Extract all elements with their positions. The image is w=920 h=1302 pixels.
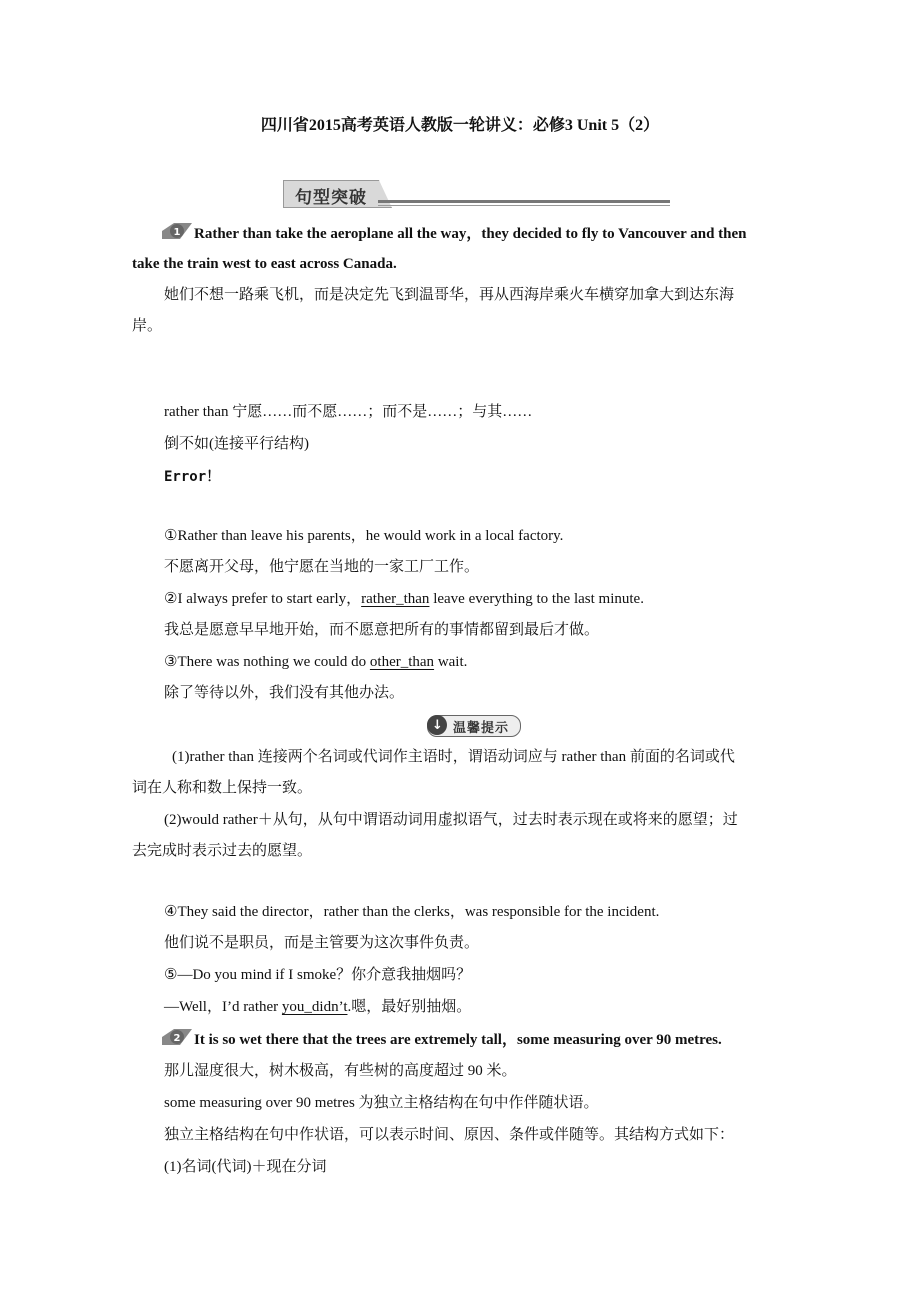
example-5-line2 (164, 996, 471, 1018)
number-1-marker-icon (162, 223, 192, 239)
translation-2: 那儿湿度很大，树木极高，有些树的高度超过 90 米。 (164, 1063, 517, 1079)
rather-than-definition-2: 倒不如(连接平行结构) (164, 436, 309, 452)
error-text: Error！ (164, 469, 221, 485)
example-5-post: .嗯，最好别抽烟。 (347, 999, 472, 1015)
example-3-pre: ③There was nothing we could do (164, 654, 370, 670)
translation-1-line1: 她们不想一路乘飞机，而是决定先飞到温哥华，再从西海岸乘火车横穿加拿大到达东海 (164, 287, 735, 303)
example-2-pre: ②I always prefer to start early， (164, 591, 362, 607)
example-2-en (164, 588, 644, 610)
example-4-zh: 他们说不是职员，而是主管要为这次事件负责。 (164, 935, 480, 951)
sentence-1-line2: take the train west to east across Canada. (132, 256, 397, 272)
example-3-post: wait. (434, 654, 468, 670)
example-1-zh: 不愿离开父母，他宁愿在当地的一家工厂工作。 (164, 559, 480, 575)
example-3-zh: 除了等待以外，我们没有其他办法。 (164, 685, 405, 701)
note-1-line1: (1)rather than 连接两个名词或代词作主语时，谓语动词应与 rather than 前面的名词或代 (172, 749, 735, 765)
marker-number: 2 (173, 1033, 181, 1044)
example-4-en: ④They said the director，rather than the clerks，was responsible for the incident. (164, 904, 660, 920)
example-3-en (164, 651, 467, 673)
tip-label: 温馨提示 (453, 721, 510, 736)
explanation-2: 独立主格结构在句中作状语，可以表示时间、原因、条件或伴随等。其结构方式如下： (164, 1127, 735, 1143)
section-banner-label: 句型突破 (295, 188, 367, 208)
note-2-line1: (2)would rather＋从句，从句中谓语动词用虚拟语气，过去时表示现在或将来的愿望；过 (164, 812, 738, 828)
marker-number: 1 (173, 227, 181, 238)
tip-banner (427, 715, 521, 737)
sentence-2: It is so wet there that the trees are extremely tall，some measuring over 90 metres. (194, 1032, 722, 1048)
number-2-marker-icon (162, 1029, 192, 1045)
explanation-3: (1)名词(代词)＋现在分词 (164, 1159, 327, 1175)
note-2-line2: 去完成时表示过去的愿望。 (132, 843, 313, 859)
example-5-line1: ⑤—Do you mind if I smoke？你介意我抽烟吗？ (164, 967, 472, 983)
section-banner (283, 180, 673, 210)
down-arrow-icon: ↓ (427, 715, 447, 735)
example-2-zh: 我总是愿意早早地开始，而不愿意把所有的事情都留到最后才做。 (164, 622, 600, 638)
example-5-blank: you_didn’t (281, 999, 348, 1015)
example-1-en: ①Rather than leave his parents，he would work in a local factory. (164, 528, 564, 544)
explanation-1: some measuring over 90 metres 为独立主格结构在句中作伴随状语。 (164, 1095, 599, 1111)
sentence-1-line1: Rather than take the aeroplane all the way，they decided to fly to Vancouver and then (194, 226, 747, 242)
page-title: 四川省2015高考英语人教版一轮讲义：必修3 Unit 5（2） (260, 117, 660, 134)
example-3-blank: other_than (369, 654, 435, 670)
example-2-post: leave everything to the last minute. (429, 591, 644, 607)
note-1-line2: 词在人称和数上保持一致。 (132, 780, 313, 796)
rather-than-definition: rather than 宁愿……而不愿……；而不是……；与其…… (164, 404, 533, 420)
translation-1-line2: 岸。 (132, 318, 163, 334)
example-5-pre: —Well，I’d rather (164, 999, 282, 1015)
example-2-blank: rather_than (361, 591, 430, 607)
